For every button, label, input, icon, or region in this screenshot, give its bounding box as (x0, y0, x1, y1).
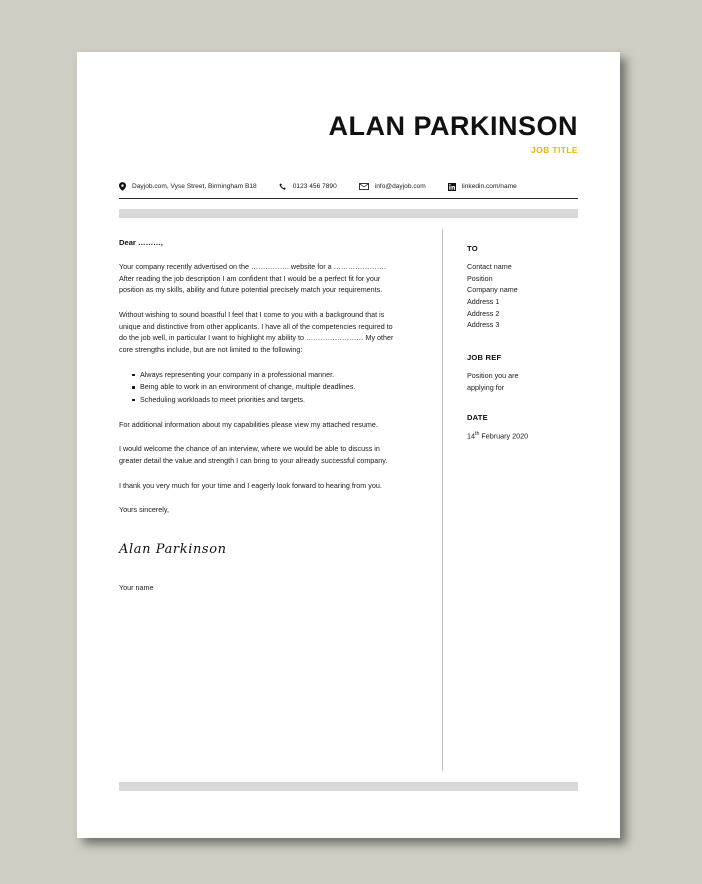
contact-text: linkedin.com/name (461, 183, 517, 190)
contact-text: 0123 456 7890 (292, 183, 337, 190)
your-name: Your name (119, 582, 154, 592)
linkedin-icon (448, 183, 456, 191)
signature: Alan Parkinson (119, 541, 227, 557)
contact-item-phone (279, 183, 337, 191)
salutation: Dear ………, (119, 238, 163, 247)
sidebar-date-block (467, 413, 582, 442)
list-item: Being able to work in an environment of change, multiple deadlines. (132, 381, 399, 393)
contact-item-linkedin (448, 183, 517, 191)
sidebar-date-value (467, 430, 582, 442)
closing: Yours sincerely, (119, 505, 169, 515)
paragraph: I thank you very much for your time and I eagerly look forward to hearing from you. (119, 480, 382, 490)
letter-header (119, 112, 578, 155)
list-item: Always representing your company in a professional manner. (132, 369, 399, 381)
sidebar-to-line: Address 3 (467, 320, 500, 330)
location-pin-icon (119, 182, 126, 191)
sidebar-to-line: Company name (467, 285, 518, 295)
sidebar-jobref-line: applying for (467, 382, 505, 392)
decorative-bar-bottom (119, 782, 578, 791)
sidebar-jobref-line: Position you are (467, 370, 519, 380)
contact-item-address (119, 182, 257, 191)
sidebar-to-line: Contact name (467, 262, 512, 271)
header-divider (119, 198, 578, 199)
letter-body (119, 238, 399, 592)
column-divider (442, 229, 443, 771)
sidebar (467, 244, 582, 464)
job-title-subtitle: JOB TITLE (530, 145, 578, 156)
sidebar-to-line: Address 1 (467, 296, 500, 306)
contact-text: info@dayjob.com (374, 183, 426, 190)
contact-text: Dayjob.com, Vyse Street, Birmingham B18 (132, 183, 257, 190)
sidebar-to-block (467, 244, 582, 331)
phone-icon (279, 183, 287, 191)
list-item: Scheduling workloads to meet priorities and targets. (132, 394, 399, 406)
paragraph: Your company recently advertised on the ……………. website for a …………………. After reading the job description I am confident that I would be a perfect fit for your position as my skills, ability and future potential precisely match your requirements. (119, 262, 386, 295)
paragraph: Without wishing to sound boastful I feel that I come to you with a background that is unique and distinctive from other applicants. I have all of the competencies required to do the job well, in particular I want to highlight my ability to …………………… My other core strengths include, but are not limited to the following: (119, 309, 394, 354)
page-title: ALAN PARKINSON (328, 111, 578, 141)
sidebar-heading-date: DATE (467, 413, 488, 423)
sidebar-heading-job-ref: JOB REF (467, 352, 502, 362)
sidebar-jobref-block (467, 353, 582, 393)
paragraph: For additional information about my capabilities please view my attached resume. (119, 419, 378, 429)
paragraph: I would welcome the chance of an interview, where we would be able to discuss in greater detail the value and strength I can bring to your already successful company. (119, 444, 388, 465)
document-page (77, 52, 620, 838)
sidebar-heading-to: TO (467, 244, 478, 253)
strengths-list (119, 369, 399, 406)
date-ordinal: th (475, 431, 480, 438)
date-month-year: February 2020 (479, 431, 529, 441)
contact-bar (119, 182, 578, 191)
date-day: 14 (467, 431, 475, 441)
sidebar-to-line: Address 2 (467, 308, 500, 318)
decorative-bar-top (119, 209, 578, 218)
envelope-icon (359, 183, 369, 190)
sidebar-to-line: Position (467, 273, 493, 283)
contact-item-email (359, 183, 426, 190)
